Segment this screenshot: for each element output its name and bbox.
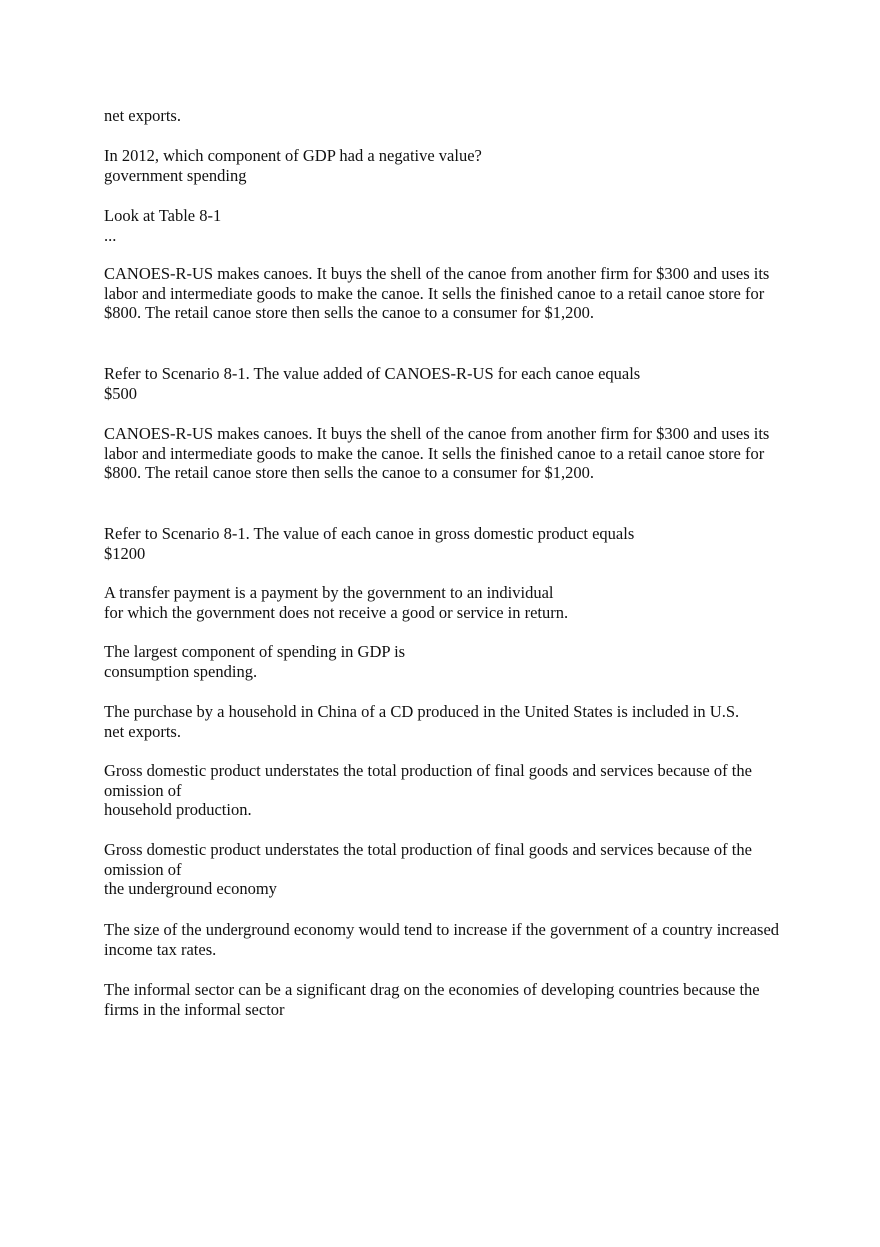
- statement-text: The size of the underground economy would tend to increase if the government of a country increased income tax rates.: [104, 920, 780, 959]
- answer-text: for which the government does not receive a good or service in return.: [104, 602, 569, 622]
- answer-text: $1200: [104, 543, 146, 563]
- scenario-paragraph: [104, 264, 784, 323]
- scenario-text: CANOES-R-US makes canoes. It buys the shell of the canoe from another firm for $300 and uses its labor and intermediate goods to make the canoe. It sells the finished canoe to a retail canoe store for $800. The retail canoe store then sells the canoe to a consumer for $1,200.: [104, 424, 770, 482]
- question-block: [104, 702, 784, 741]
- scenario-paragraph: [104, 424, 784, 483]
- answer-text: the underground economy: [104, 879, 277, 898]
- question-block: [104, 364, 784, 403]
- question-block: [104, 524, 784, 563]
- text-block: [104, 106, 784, 126]
- question-text: The largest component of spending in GDP is: [104, 642, 406, 661]
- answer-text: net exports.: [104, 721, 181, 741]
- question-block: [104, 146, 784, 185]
- question-text: Gross domestic product understates the total production of final goods and services because of the omission of: [104, 840, 752, 879]
- definition-block: [104, 583, 784, 622]
- question-text: Refer to Scenario 8-1. The value added of CANOES-R-US for each canoe equals: [104, 364, 641, 383]
- answer-text: household production.: [104, 800, 252, 819]
- question-text: Look at Table 8-1: [104, 206, 222, 225]
- question-block: [104, 761, 784, 820]
- question-text: Gross domestic product understates the total production of final goods and services because of the omission of: [104, 761, 752, 800]
- text-line: net exports.: [104, 106, 181, 125]
- question-text: A transfer payment is a payment by the government to an individual: [104, 583, 554, 602]
- answer-text: $500: [104, 383, 137, 403]
- answer-text: government spending: [104, 165, 247, 185]
- question-text: In 2012, which component of GDP had a negative value?: [104, 146, 482, 165]
- statement-block: [104, 980, 784, 1019]
- statement-block: [104, 920, 784, 959]
- question-text: The purchase by a household in China of a CD produced in the United States is included in U.S.: [104, 702, 740, 721]
- scenario-text: CANOES-R-US makes canoes. It buys the shell of the canoe from another firm for $300 and uses its labor and intermediate goods to make the canoe. It sells the finished canoe to a retail canoe store for $800. The retail canoe store then sells the canoe to a consumer for $1,200.: [104, 264, 770, 322]
- answer-text: consumption spending.: [104, 661, 258, 681]
- question-block: [104, 642, 784, 681]
- question-text: Refer to Scenario 8-1. The value of each canoe in gross domestic product equals: [104, 524, 635, 543]
- question-block: [104, 840, 784, 899]
- question-block: [104, 206, 784, 245]
- answer-text: ...: [104, 225, 117, 245]
- statement-text: The informal sector can be a significant drag on the economies of developing countries because the firms in the informal sector: [104, 980, 760, 1019]
